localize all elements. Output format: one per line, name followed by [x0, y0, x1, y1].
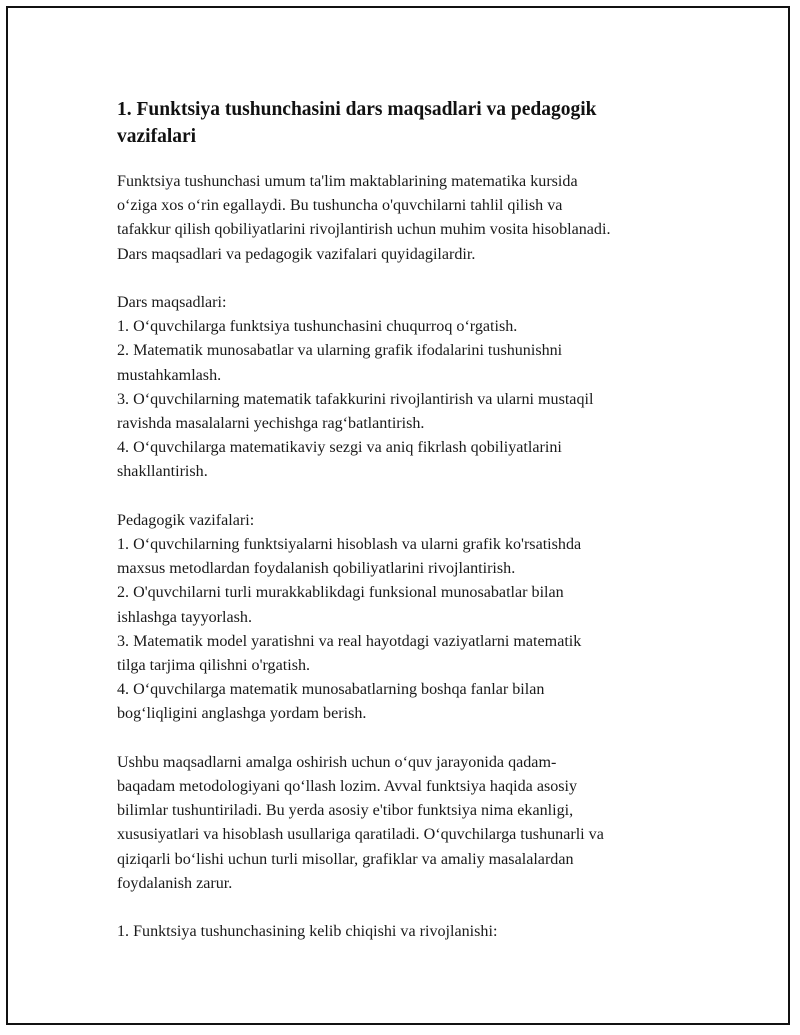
heading-line: 1. Funktsiya tushunchasini dars maqsadlari va pedagogik: [117, 99, 597, 120]
text-line: tafakkur qilish qobiliyatlarini rivojlantirish uchun muhim vosita hisoblanadi.: [117, 221, 611, 239]
text-line: o‘ziga xos o‘rin egallaydi. Bu tushuncha o'quvchilarni tahlil qilish va: [117, 197, 563, 215]
list-item: 1. O‘quvchilarga funktsiya tushunchasini chuqurroq o‘rgatish.: [117, 318, 518, 336]
text-line: qiziqarli bo‘lishi uchun turli misollar, grafiklar va amaliy masalalardan: [117, 850, 574, 868]
list-item: ravishda masalalarni yechishga rag‘batlantirish.: [117, 415, 425, 433]
list-item: 2. Matematik munosabatlar va ularning grafik ifodalarini tushunishni: [117, 342, 563, 360]
text-line: foydalanish zarur.: [117, 874, 233, 892]
lesson-goals-list: [117, 291, 687, 485]
list-item: bog‘liqligini anglashga yordam berish.: [117, 705, 367, 723]
text-line: Ushbu maqsadlarni amalga oshirish uchun o‘quv jarayonida qadam-: [117, 753, 557, 771]
text-line: xususiyatlari va hisoblash usullariga qaratiladi. O‘quvchilarga tushunarli va: [117, 826, 604, 844]
list-item: 3. O‘quvchilarning matematik tafakkurini rivojlantirish va ularni mustaqil: [117, 390, 594, 408]
text-line: Funktsiya tushunchasi umum ta'lim maktablarining matematika kursida: [117, 173, 578, 190]
list-item: 3. Matematik model yaratishni va real hayotdagi vaziyatlarni matematik: [117, 632, 582, 650]
list-item: tilga tarjima qilishni o'rgatish.: [117, 657, 311, 675]
text-line: baqadam metodologiyani qo‘llash lozim. Avval funktsiya haqida asosiy: [117, 778, 578, 796]
list-item: 1. O‘quvchilarning funktsiyalarni hisoblash va ularni grafik ko'rsatishda: [117, 536, 582, 554]
text-line: Dars maqsadlari va pedagogik vazifalari quyidagilardir.: [117, 245, 476, 263]
text-line: 1. Funktsiya tushunchasining kelib chiqishi va rivojlanishi:: [117, 923, 498, 941]
list-item: ishlashga tayyorlash.: [117, 608, 252, 626]
list-item: 4. O‘quvchilarga matematikaviy sezgi va aniq fikrlash qobiliyatlarini: [117, 439, 562, 457]
list-item: shakllantirish.: [117, 463, 208, 481]
list-title: Dars maqsadlari:: [117, 294, 227, 311]
list-item: 4. O‘quvchilarga matematik munosabatlarning boshqa fanlar bilan: [117, 681, 545, 699]
subsection-heading: [117, 920, 687, 944]
method-paragraph: [117, 751, 687, 896]
text-line: bilimlar tushuntiriladi. Bu yerda asosiy e'tibor funktsiya nima ekanligi,: [117, 802, 574, 820]
heading-line: vazifalari: [117, 126, 197, 147]
section-heading: [117, 96, 687, 150]
list-item: maxsus metodlardan foydalanish qobiliyatlarini rivojlantirish.: [117, 560, 516, 578]
pedagogical-tasks-list: [117, 509, 687, 727]
list-title: Pedagogik vazifalari:: [117, 511, 255, 529]
list-item: mustahkamlash.: [117, 366, 222, 384]
list-item: 2. O'quvchilarni turli murakkablikdagi funksional munosabatlar bilan: [117, 584, 564, 602]
document-body: [117, 96, 687, 969]
intro-paragraph: [117, 170, 687, 267]
